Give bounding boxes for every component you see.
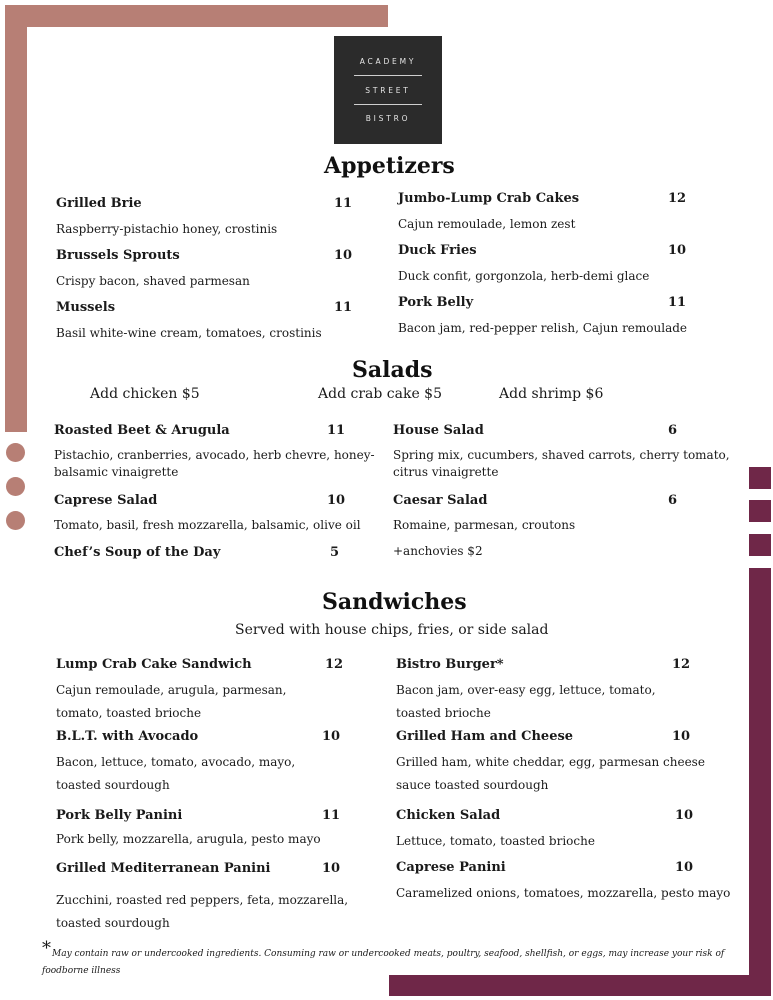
menu-item-desc: Zucchini, roasted red peppers, feta, mozzarella, — [56, 893, 349, 907]
menu-item-desc: Tomato, basil, fresh mozzarella, balsamic, olive oil — [54, 518, 361, 532]
decor-dot-3 — [6, 511, 25, 530]
menu-item-desc: balsamic vinaigrette — [54, 465, 179, 479]
logo-line-1: ACADEMY — [359, 57, 417, 66]
menu-item-name: Caprese Panini — [396, 860, 506, 875]
menu-item-name: House Salad — [393, 423, 484, 438]
decor-bar-left — [5, 5, 27, 432]
menu-item-name: Mussels — [56, 300, 116, 315]
menu-item-price: 12 — [672, 657, 691, 672]
menu-item-name: Brussels Sprouts — [56, 248, 180, 263]
logo-line-2: STREET — [365, 86, 411, 95]
menu-item-name: Grilled Brie — [56, 196, 142, 211]
menu-item-name: Lump Crab Cake Sandwich — [56, 657, 252, 672]
footnote-line-2: foodborne illness — [42, 966, 121, 976]
menu-item-price: 11 — [327, 423, 346, 438]
menu-item-desc: Crispy bacon, shaved parmesan — [56, 274, 250, 288]
salad-addon: Add chicken $5 — [90, 386, 200, 402]
menu-item-price: 6 — [668, 423, 678, 438]
menu-item-desc: Spring mix, cucumbers, shaved carrots, cherry tomato, — [393, 448, 730, 462]
menu-item-price: 10 — [327, 493, 346, 508]
menu-item-desc: +anchovies $2 — [393, 544, 483, 558]
menu-item-name: Pork Belly — [398, 295, 474, 310]
decor-dot-2 — [6, 477, 25, 496]
menu-item-name: B.L.T. with Avocado — [56, 729, 199, 744]
decor-dot-1 — [6, 443, 25, 462]
menu-item-price: 10 — [675, 860, 694, 875]
menu-item-name: Bistro Burger* — [396, 657, 504, 672]
menu-item-desc: Romaine, parmesan, croutons — [393, 518, 576, 532]
bistro-logo — [334, 36, 442, 144]
menu-item-price: 10 — [672, 729, 691, 744]
menu-item-price: 11 — [322, 808, 341, 823]
menu-item-desc: Caramelized onions, tomatoes, mozzarella, pesto mayo — [396, 886, 731, 900]
menu-item-name: Grilled Ham and Cheese — [396, 729, 574, 744]
footnote-asterisk: * — [42, 938, 51, 959]
menu-item-price: 11 — [334, 300, 353, 315]
footnote-line-1: May contain raw or undercooked ingredients. Consuming raw or undercooked meats, poultry, seafood, shellfish, or eggs, may increase your risk of — [52, 949, 725, 959]
menu-item-name: Grilled Mediterranean Panini — [56, 861, 271, 876]
sandwiches-title: Sandwiches — [322, 589, 467, 615]
menu-item-desc: toasted brioche — [396, 706, 491, 720]
sandwiches-subtitle: Served with house chips, fries, or side salad — [235, 622, 549, 638]
menu-item-desc: citrus vinaigrette — [393, 465, 499, 479]
menu-item-name: Caprese Salad — [54, 493, 158, 508]
menu-item-desc: toasted sourdough — [56, 916, 170, 930]
logo-rule-1 — [354, 75, 422, 76]
menu-item-price: 11 — [334, 196, 353, 211]
decor-bar-bottom — [389, 975, 771, 996]
decor-square-2 — [749, 500, 771, 522]
menu-item-name: Jumbo-Lump Crab Cakes — [398, 191, 580, 206]
logo-line-3: BISTRO — [365, 114, 411, 123]
menu-item-price: 10 — [668, 243, 687, 258]
menu-item-price: 5 — [330, 545, 340, 560]
menu-item-desc: Bacon jam, red-pepper relish, Cajun remoulade — [398, 321, 688, 335]
menu-item-desc: Cajun remoulade, arugula, parmesan, — [56, 683, 287, 697]
decor-bar-top — [5, 5, 388, 27]
salad-addon: Add crab cake $5 — [318, 386, 442, 402]
menu-item-price: 12 — [668, 191, 687, 206]
menu-item-desc: Pork belly, mozzarella, arugula, pesto mayo — [56, 832, 321, 846]
menu-item-name: Duck Fries — [398, 243, 477, 258]
menu-item-price: 6 — [668, 493, 678, 508]
menu-item-desc: Duck confit, gorgonzola, herb-demi glace — [398, 269, 650, 283]
menu-item-name: Roasted Beet & Arugula — [54, 423, 230, 438]
menu-item-name: Chef’s Soup of the Day — [54, 545, 221, 560]
menu-item-desc: Lettuce, tomato, toasted brioche — [396, 834, 595, 848]
decor-bar-right — [749, 568, 771, 996]
menu-item-price: 12 — [325, 657, 344, 672]
menu-item-desc: Bacon, lettuce, tomato, avocado, mayo, — [56, 755, 296, 769]
menu-item-price: 11 — [668, 295, 687, 310]
salad-addon: Add shrimp $6 — [499, 386, 604, 402]
menu-item-name: Caesar Salad — [393, 493, 488, 508]
menu-item-price: 10 — [334, 248, 353, 263]
menu-item-desc: Cajun remoulade, lemon zest — [398, 217, 576, 231]
menu-item-desc: Bacon jam, over-easy egg, lettuce, tomato, — [396, 683, 656, 697]
menu-item-desc: toasted sourdough — [56, 778, 170, 792]
menu-item-desc: Raspberry-pistachio honey, crostinis — [56, 222, 278, 236]
decor-square-1 — [749, 467, 771, 489]
menu-item-desc: tomato, toasted brioche — [56, 706, 202, 720]
menu-item-desc: sauce toasted sourdough — [396, 778, 549, 792]
menu-item-price: 10 — [322, 729, 341, 744]
menu-item-desc: Pistachio, cranberries, avocado, herb chevre, honey- — [54, 448, 375, 462]
menu-item-name: Pork Belly Panini — [56, 808, 183, 823]
salads-title: Salads — [352, 357, 433, 383]
decor-square-3 — [749, 534, 771, 556]
appetizers-title: Appetizers — [324, 153, 455, 179]
logo-rule-2 — [354, 104, 422, 105]
menu-item-price: 10 — [322, 861, 341, 876]
menu-item-desc: Basil white-wine cream, tomatoes, crostinis — [56, 326, 322, 340]
menu-item-price: 10 — [675, 808, 694, 823]
menu-item-desc: Grilled ham, white cheddar, egg, parmesan cheese — [396, 755, 705, 769]
menu-item-name: Chicken Salad — [396, 808, 501, 823]
